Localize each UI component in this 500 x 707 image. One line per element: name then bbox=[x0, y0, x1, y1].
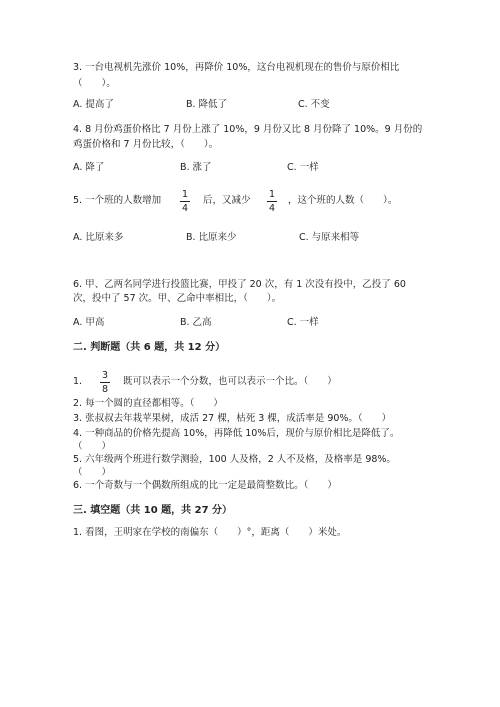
q6-stem-line1: 6. 甲、乙两名同学进行投篮比赛，甲投了 20 次，有 1 次没有投中，乙投了 60 bbox=[73, 279, 406, 290]
q4-option-a: A. 降了 bbox=[73, 162, 105, 173]
q4-option-c: C. 一样 bbox=[287, 162, 319, 173]
fraction-bar bbox=[100, 382, 110, 383]
q6-option-a: A. 甲高 bbox=[73, 317, 105, 328]
q6-stem-line2: 次，投中了 57 次。甲、乙命中率相比，（ ）。 bbox=[73, 293, 282, 304]
q5-stem-part2: 后，又减少 bbox=[203, 195, 251, 206]
fill-1: 1. 看图，王明家在学校的南偏东（ ）°，距离（ ）米处。 bbox=[73, 527, 347, 538]
q4-stem-line1: 4. 8 月份鸡蛋价格比 7 月份上涨了 10%，9 月份又比 8 月份降了 10%。9 月份的 bbox=[73, 124, 423, 135]
judge-3: 3. 张叔叔去年栽苹果树，成活 27 棵，枯死 3 棵，成活率是 90%。（ ） bbox=[73, 413, 392, 424]
q3-stem-line2: （ ）。 bbox=[73, 78, 116, 89]
q3-option-c: C. 不变 bbox=[298, 99, 330, 110]
q5-fraction-2 bbox=[267, 189, 277, 214]
q5-fraction-2-denominator: 4 bbox=[268, 203, 276, 214]
judge-6: 6. 一个奇数与一个偶数所组成的比一定是最简整数比。（ ） bbox=[73, 480, 337, 491]
q5-fraction-1-numerator: 1 bbox=[181, 189, 189, 200]
section-2-title: 二. 判断题（共 6 题，共 12 分） bbox=[73, 342, 226, 353]
q6-option-b: B. 乙高 bbox=[180, 317, 212, 328]
q3-option-b: B. 降低了 bbox=[186, 99, 228, 110]
fraction-bar bbox=[180, 201, 190, 202]
q4-option-b: B. 涨了 bbox=[180, 162, 212, 173]
judge-1-fraction-denominator: 8 bbox=[101, 384, 109, 395]
judge-5-line2: （ ） bbox=[73, 467, 112, 478]
q5-option-a: A. 比原来多 bbox=[73, 232, 124, 243]
q5-fraction-2-numerator: 1 bbox=[268, 189, 276, 200]
q5-stem-part3: ，这个班的人数（ ）。 bbox=[288, 195, 398, 206]
q5-fraction-1 bbox=[180, 189, 190, 214]
judge-4-line1: 4. 一种商品的价格先提高 10%，再降低 10%后，现价与原价相比是降低了。 bbox=[73, 428, 400, 439]
q3-option-a: A. 提高了 bbox=[73, 99, 114, 110]
judge-1-fraction-numerator: 3 bbox=[101, 370, 109, 381]
fraction-bar bbox=[267, 201, 277, 202]
q5-option-b: B. 比原来少 bbox=[186, 232, 237, 243]
q3-stem-line1: 3. 一台电视机先涨价 10%，再降价 10%，这台电视机现在的售价与原价相比 bbox=[73, 62, 400, 73]
judge-1-number: 1. bbox=[73, 376, 83, 387]
judge-2: 2. 每一个圆的直径都相等。（ ） bbox=[73, 398, 223, 409]
judge-5-line1: 5. 六年级两个班进行数学测验，100 人及格，2 人不及格，及格率是 98%。 bbox=[73, 454, 396, 465]
q6-option-c: C. 一样 bbox=[287, 317, 319, 328]
judge-1-text: 既可以表示一个分数，也可以表示一个比。（ ） bbox=[123, 376, 337, 387]
judge-1-fraction bbox=[100, 370, 110, 395]
q5-option-c: C. 与原来相等 bbox=[299, 232, 360, 243]
q5-stem-part1: 5. 一个班的人数增加 bbox=[73, 195, 162, 206]
q4-stem-line2: 鸡蛋价格和 7 月份比较，（ ）。 bbox=[73, 139, 219, 150]
section-3-title: 三. 填空题（共 10 题，共 27 分） bbox=[73, 505, 233, 516]
judge-4-line2: （ ） bbox=[73, 441, 112, 452]
q5-fraction-1-denominator: 4 bbox=[181, 203, 189, 214]
